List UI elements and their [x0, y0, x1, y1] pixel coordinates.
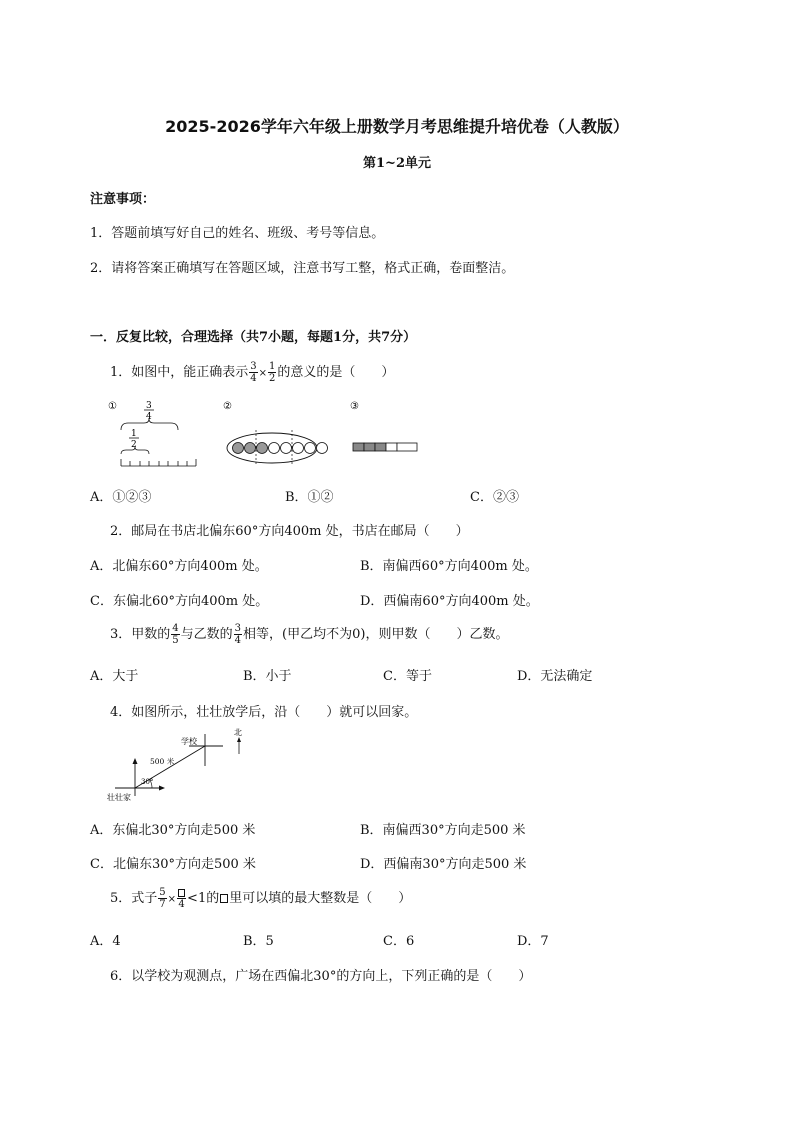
notice-heading: 注意事项：	[90, 192, 156, 207]
q5-frac-a-num: 5	[159, 887, 166, 898]
fig1-inner-den: 2	[131, 440, 137, 450]
notice-item-2: 2．请将答案正确填写在答题区域，注意书写工整，格式正确，卷面整洁。	[90, 261, 515, 276]
q4-figure-svg	[105, 724, 265, 808]
q3-fraction-a	[171, 623, 179, 646]
q3-option-d[interactable]: D．无法确定	[517, 669, 593, 684]
q1-frac-b-num: 1	[269, 361, 276, 372]
school-label: 学校	[181, 737, 197, 746]
fig1-ticks	[121, 459, 196, 466]
q3-option-c[interactable]: C．等于	[383, 669, 432, 684]
q5-fraction-b	[177, 887, 186, 910]
q5-times-sign: ×	[167, 894, 177, 905]
q2-option-d[interactable]: D．西偏南60°方向400m 处。	[360, 594, 539, 609]
q4-option-c[interactable]: C．北偏东30°方向走500 米	[90, 857, 256, 872]
fig3-bar	[353, 443, 417, 451]
q3-frac-b-den: 4	[234, 635, 242, 646]
q1-option-b[interactable]: B．①②	[285, 490, 334, 505]
question-5-stem	[110, 884, 411, 915]
q5-frac-b-num-box	[177, 887, 186, 899]
times-sign: ×	[258, 368, 268, 379]
question-4-figure	[105, 724, 265, 808]
q5-part3: 里可以填的最大整数是（ ）	[229, 891, 412, 906]
q4-option-b[interactable]: B．南偏西30°方向走500 米	[360, 823, 526, 838]
q3-option-b[interactable]: B．小于	[243, 669, 292, 684]
fig1-top-num: 3	[146, 401, 152, 411]
fig1-inner-brace	[121, 447, 149, 454]
question-6-stem: 6．以学校为观测点，广场在西偏北30°的方向上，下列正确的是（ ）	[110, 969, 532, 984]
q3-part2: 与乙数的	[180, 627, 233, 642]
q4-option-d[interactable]: D．西偏南30°方向走500 米	[360, 857, 527, 872]
q1-prefix: 1．如图中，能正确表示	[110, 365, 249, 380]
q5-option-c[interactable]: C．6	[383, 934, 415, 949]
page-subtitle: 第1~2单元	[363, 156, 431, 171]
north-indicator-arrow	[237, 737, 241, 742]
q1-option-c[interactable]: C．②③	[470, 490, 519, 505]
home-label: 壮壮家	[107, 793, 131, 802]
distance-label: 500 米	[150, 757, 175, 766]
q1-figure-svg	[108, 398, 428, 472]
home-north-arrow	[133, 758, 138, 764]
q5-fraction-a	[158, 887, 166, 910]
section-heading: 一．反复比较，合理选择（共7小题，每题1分，共7分）	[90, 330, 417, 345]
question-4-stem: 4．如图所示，壮壮放学后，沿（ ）就可以回家。	[110, 705, 418, 720]
q5-part2: <1的	[187, 891, 220, 906]
q5-option-d[interactable]: D．7	[517, 934, 549, 949]
q2-option-a[interactable]: A．北偏东60°方向400m 处。	[90, 559, 268, 574]
figure-label-1: ①	[108, 401, 117, 412]
q5-option-a[interactable]: A．4	[90, 934, 121, 949]
q3-frac-b-num: 3	[234, 623, 242, 634]
fig2-circles	[233, 443, 328, 454]
q2-option-b[interactable]: B．南偏西60°方向400m 处。	[360, 559, 538, 574]
angle-label: 30°	[141, 778, 154, 786]
fig1-top-den: 4	[146, 412, 152, 422]
q1-frac-b-den: 2	[269, 373, 276, 384]
q1-frac-a-den: 4	[250, 373, 257, 384]
q3-frac-a-num: 4	[172, 623, 179, 634]
question-3-stem	[110, 620, 508, 650]
page-title: 2025-2026学年六年级上册数学月考思维提升培优卷（人教版）	[165, 117, 629, 136]
q1-frac-a-num: 3	[250, 361, 257, 372]
q5-option-b[interactable]: B．5	[243, 934, 274, 949]
north-label: 北	[234, 728, 242, 737]
q5-frac-a-den: 7	[159, 899, 166, 910]
q5-part1: 5．式子	[110, 891, 158, 906]
figure-label-3: ③	[350, 401, 359, 412]
fig1-inner-num: 1	[131, 429, 137, 439]
q4-option-a[interactable]: A．东偏北30°方向走500 米	[90, 823, 256, 838]
q3-frac-a-den: 5	[172, 635, 179, 646]
notice-item-1: 1．答题前填写好自己的姓名、班级、考号等信息。	[90, 226, 385, 241]
q1-option-a[interactable]: A．①②③	[90, 490, 152, 505]
fig1-top-brace	[121, 419, 178, 430]
home-east-arrow	[159, 786, 165, 791]
figure-label-2: ②	[223, 401, 232, 412]
q3-part1: 3．甲数的	[110, 627, 171, 642]
q3-option-a[interactable]: A．大于	[90, 669, 139, 684]
q1-suffix: 的意义的是（ ）	[277, 365, 395, 380]
question-2-stem: 2．邮局在书店北偏东60°方向400m 处，书店在邮局（ ）	[110, 524, 469, 539]
q3-fraction-b	[234, 623, 242, 646]
q3-part3: 相等，(甲乙均不为0)，则甲数（ ）乙数。	[243, 627, 509, 642]
question-1-figures	[108, 398, 428, 472]
blank-box-icon	[220, 894, 228, 903]
q1-fraction-a	[249, 361, 257, 384]
q5-frac-b-den: 4	[178, 899, 185, 910]
question-1-stem	[110, 358, 394, 389]
q2-option-c[interactable]: C．东偏北60°方向400m 处。	[90, 594, 269, 609]
q1-fraction-b	[268, 361, 276, 384]
blank-box-symbol	[178, 889, 185, 897]
